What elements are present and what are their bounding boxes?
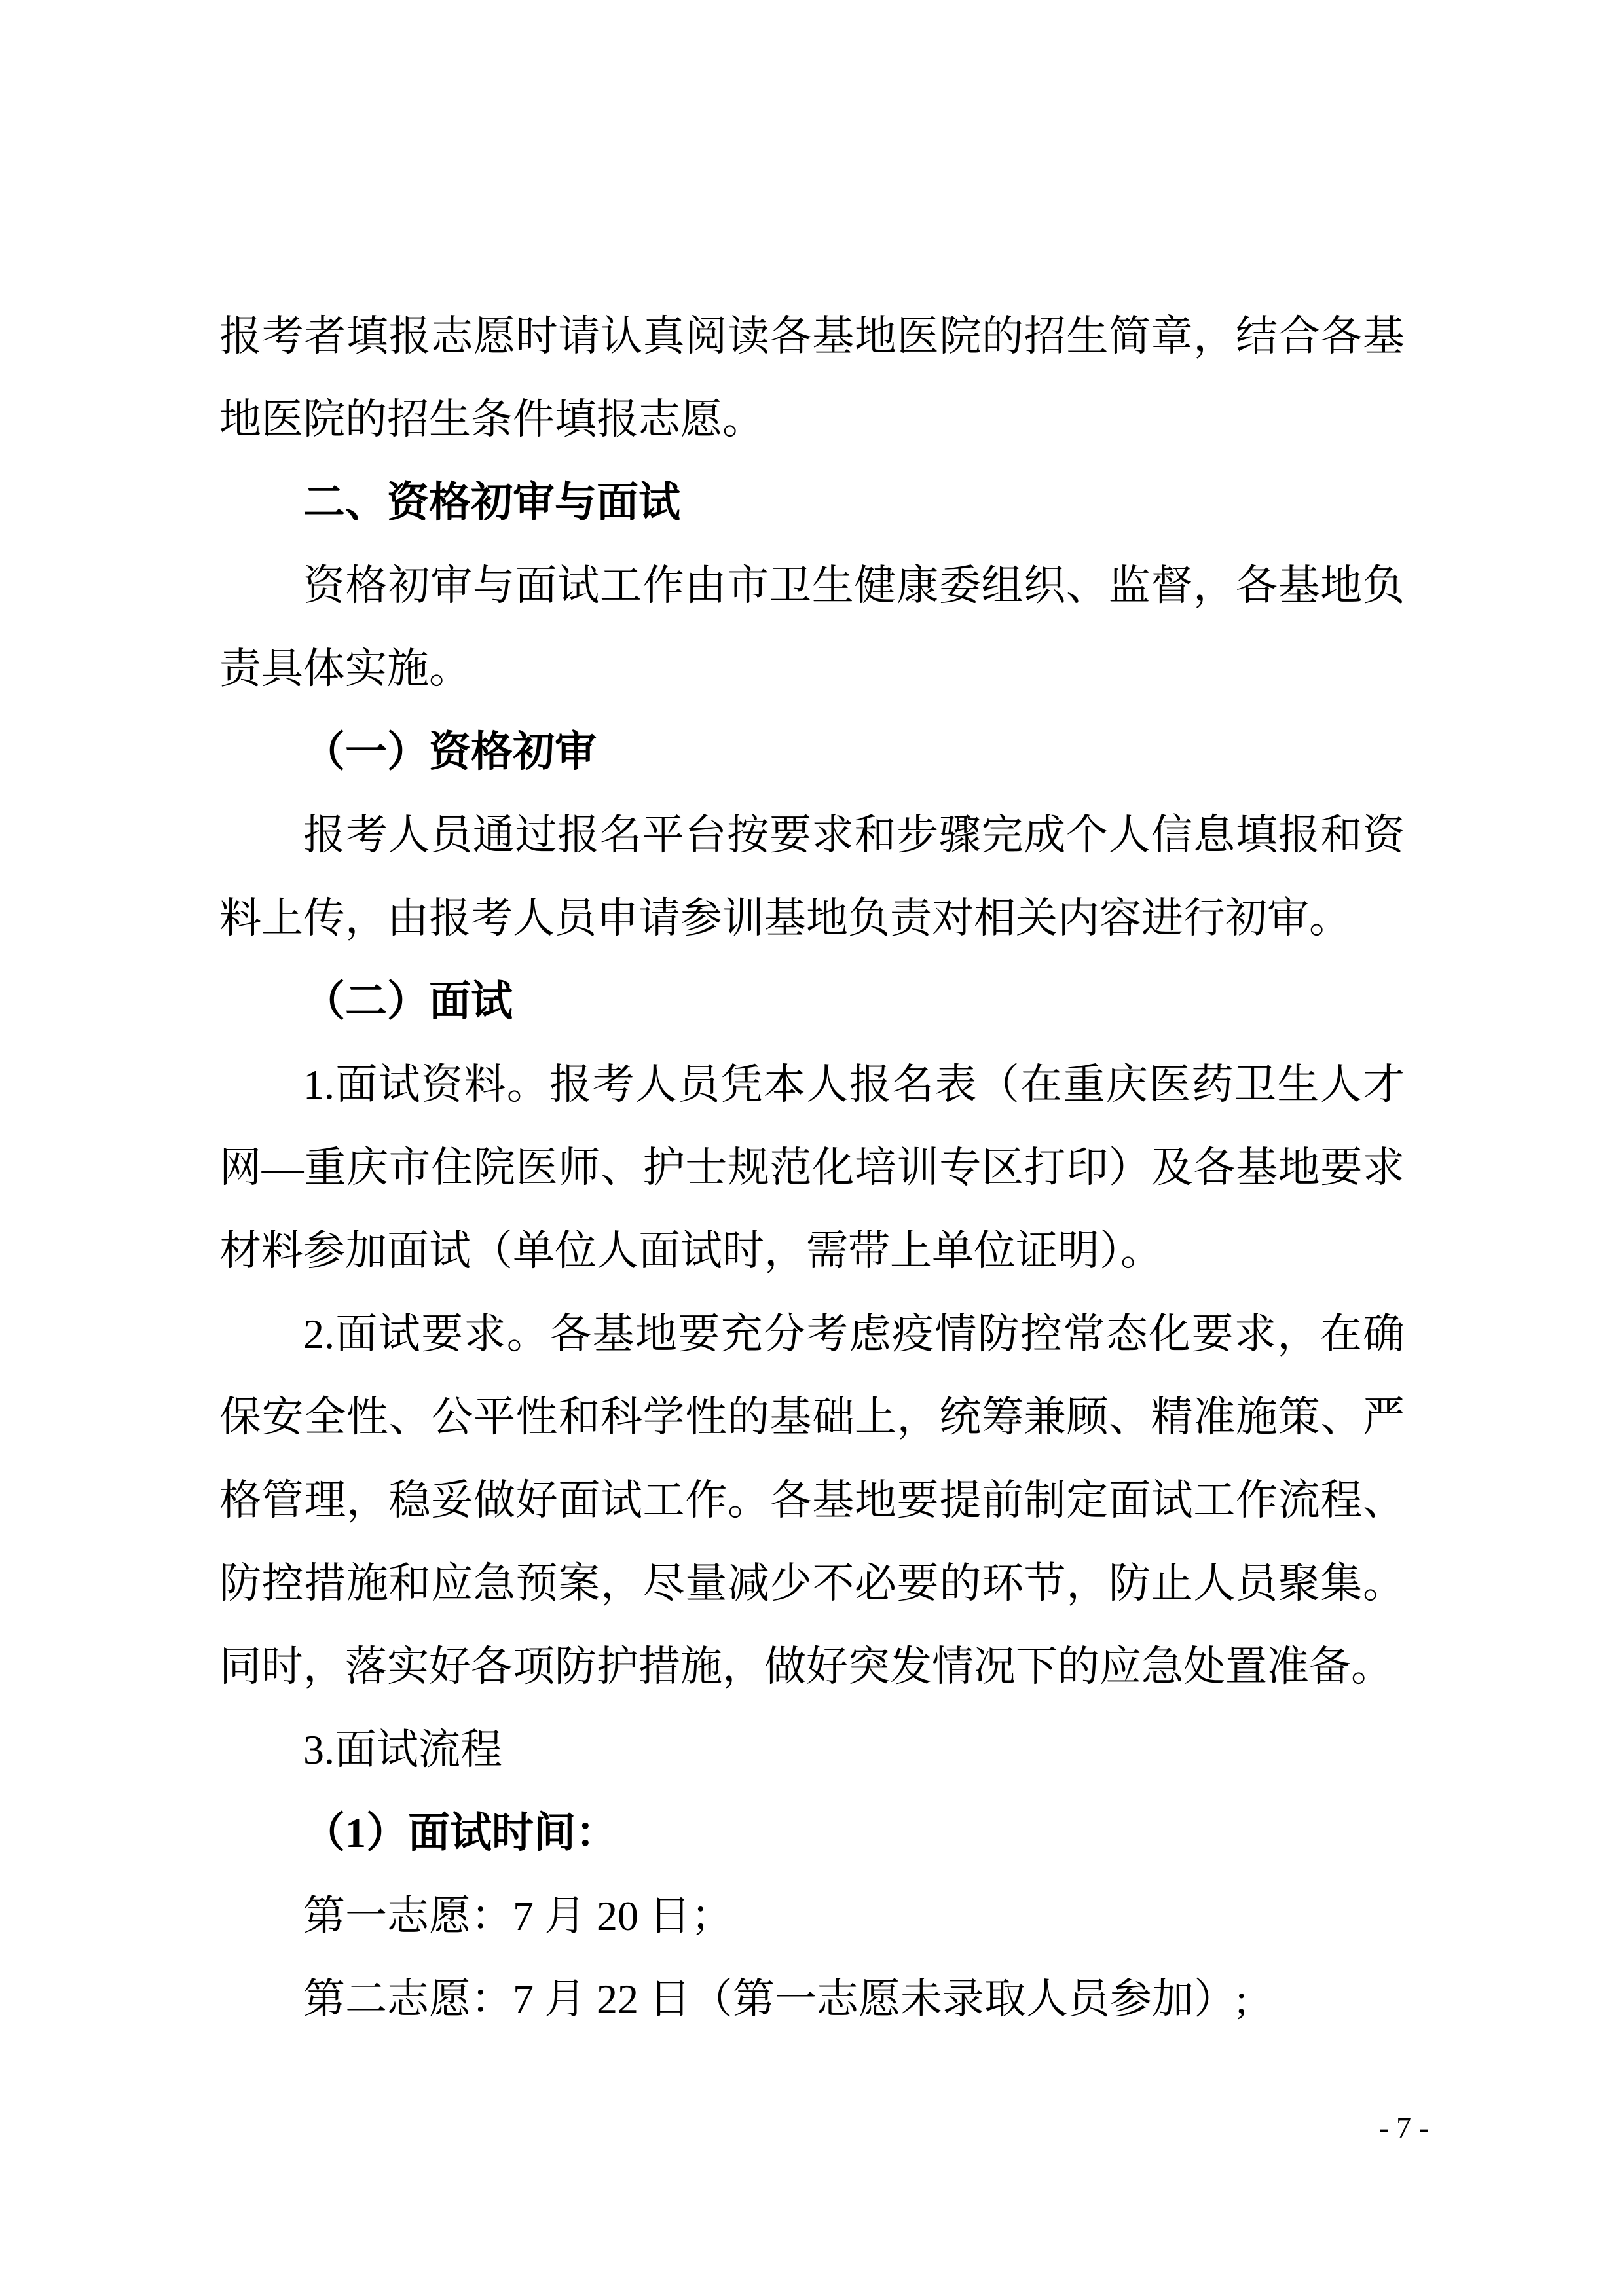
heading-interview-time: （1）面试时间：: [303, 1810, 618, 1856]
paragraph-interview-requirements: 2.面试要求。各基地要充分考虑疫情防控常态化要求，在确保安全性、公平性和科学性的基础上，统筹兼顾、精准施策、严格管理，稳妥做好面试工作。各基地要提前制定面试工作流程、防控措施和应急预案，尽量减少不必要的环节，防止人员聚集。同时，落实好各项防护措施，做好突发情况下的应急处置准备。: [219, 1311, 1405, 1690]
heading-interview: （二）面试: [303, 978, 513, 1025]
paragraph-qualification-review-detail: 报考人员通过报名平台按要求和步骤完成个人信息填报和资料上传，由报考人员申请参训基地负责对相关内容进行初审。: [219, 812, 1405, 941]
paragraph-first-choice-date: 第一志愿：7 月 20 日；: [303, 1893, 733, 1939]
paragraph-second-choice-date: 第二志愿：7 月 22 日（第一志愿未录取人员参加）;: [303, 1976, 1247, 2022]
paragraph-interview-materials: 1.面试资料。报考人员凭本人报名表（在重庆医药卫生人才网—重庆市住院医师、护士规范化培训专区打印）及各基地要求材料参加面试（单位人面试时，需带上单位证明）。: [219, 1061, 1405, 1274]
paragraph-review-responsibility: 资格初审与面试工作由市卫生健康委组织、监督，各基地负责具体实施。: [219, 562, 1405, 692]
paragraph-volunteer-notice: 报考者填报志愿时请认真阅读各基地医院的招生简章，结合各基地医院的招生条件填报志愿。: [219, 313, 1405, 443]
paragraph-interview-process: 3.面试流程: [303, 1726, 502, 1773]
page-number: - 7 -: [1378, 2111, 1429, 2144]
heading-qualification-review: （一）资格初审: [303, 729, 597, 775]
heading-section-qualification-and-interview: 二、资格初审与面试: [303, 479, 680, 526]
document-body: [219, 295, 1405, 2041]
